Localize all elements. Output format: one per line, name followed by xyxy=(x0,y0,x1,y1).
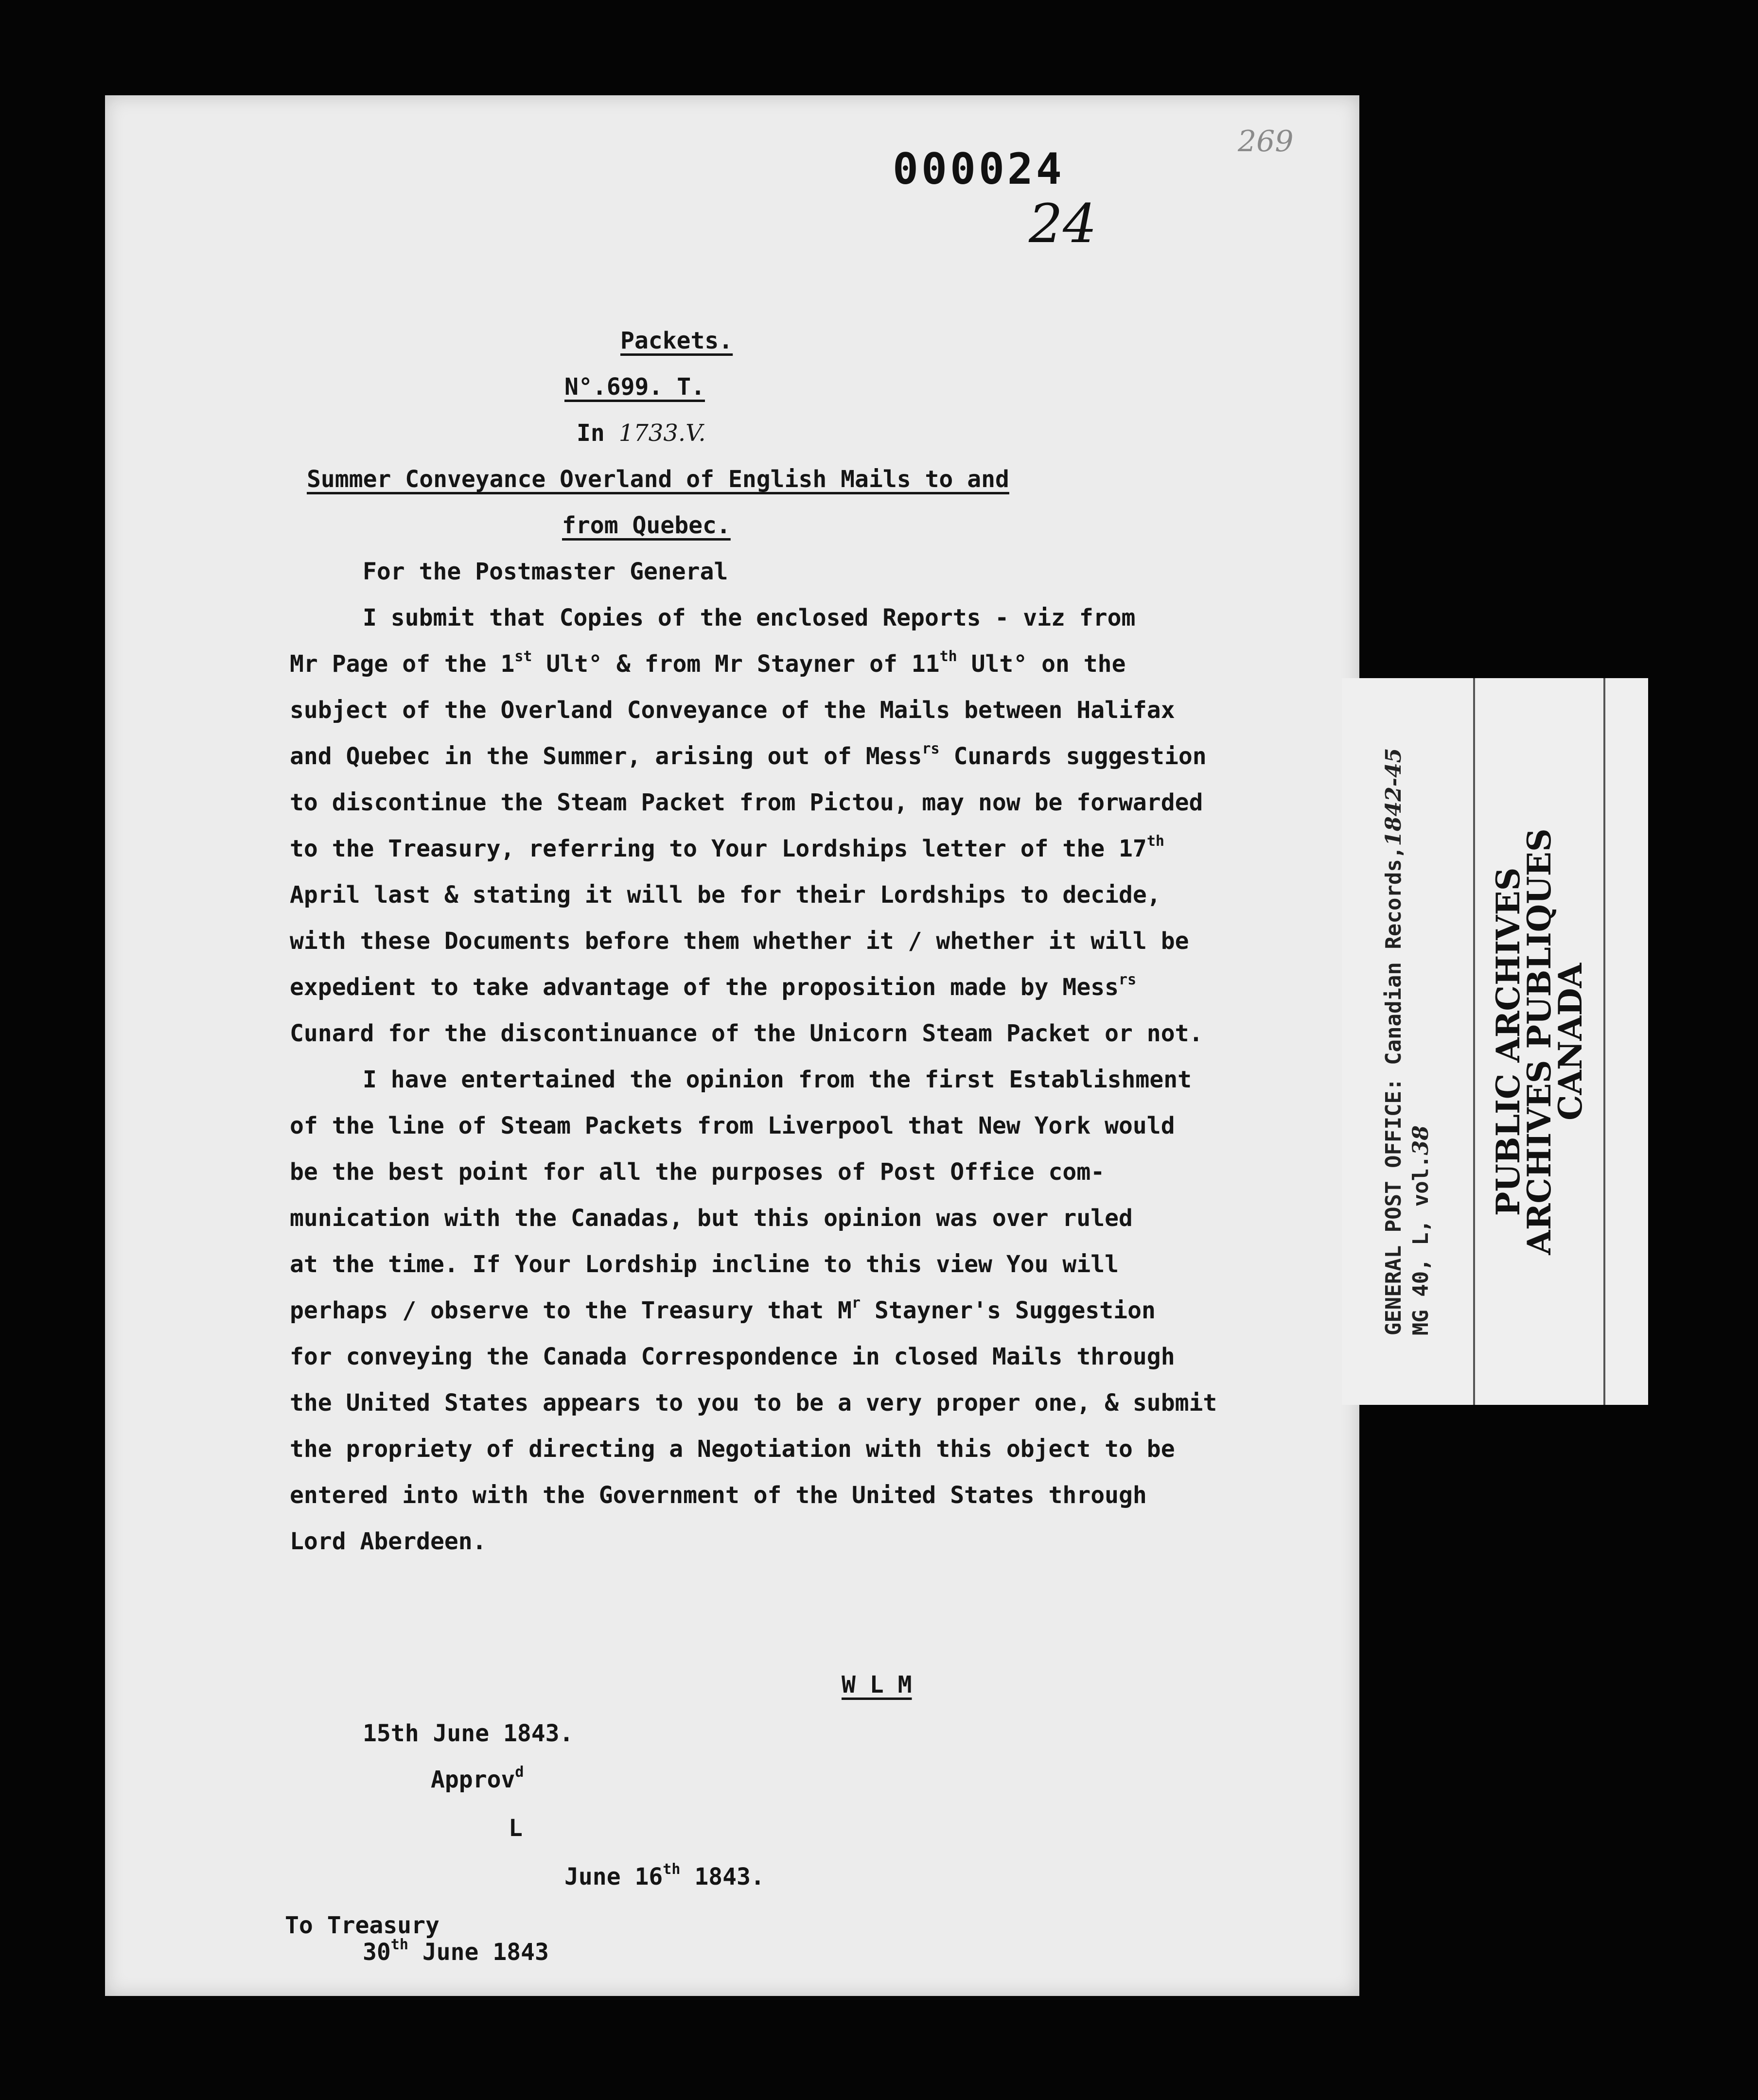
approval-note: Approv$^d$ xyxy=(431,1764,524,1793)
heading: Packets. xyxy=(620,327,733,354)
salutation: For the Postmaster General xyxy=(363,558,728,585)
body-line: with these Documents before them whether it / whether it will be xyxy=(290,928,1189,955)
corner-pencil-mark: 269 xyxy=(1238,124,1294,158)
label-line-2: MG 40, L, vol.38 xyxy=(1408,1125,1433,1335)
approval-date: June 16th 1843. xyxy=(564,1861,765,1890)
label-line-1: GENERAL POST OFFICE: Canadian Records,1842-45 xyxy=(1381,748,1406,1335)
in-reference xyxy=(577,419,706,448)
body-line: for conveying the Canada Correspondence in closed Mails through xyxy=(290,1343,1175,1370)
body-line: entered into with the Government of the United States through xyxy=(290,1482,1147,1509)
body-line: Cunard for the discontinuance of the Unicorn Steam Packet or not. xyxy=(290,1020,1203,1047)
body-line: the propriety of directing a Negotiation with this object to be xyxy=(290,1435,1175,1463)
body-line: be the best point for all the purposes of Post Office com- xyxy=(290,1158,1105,1186)
title-line-2: from Quebec. xyxy=(562,512,731,539)
label-archives-title xyxy=(1475,678,1603,1405)
body-line: munication with the Canadas, but this opinion was over ruled xyxy=(290,1205,1133,1232)
body-line: to discontinue the Steam Packet from Pictou, may now be forwarded xyxy=(290,789,1203,816)
body-line: the United States appears to you to be a very proper one, & submit xyxy=(290,1389,1217,1417)
body-line: perhaps / observe to the Treasury that $M^r$ Stayner's Suggestion xyxy=(290,1295,1156,1324)
reference-number: N°.699. T. xyxy=(564,373,705,401)
body-line: and Quebec in the Summer, arising out of Mess$^{rs}$ Cunards suggestion xyxy=(290,740,1207,770)
body-line: I submit that Copies of the enclosed Reports - viz from xyxy=(363,604,1136,631)
to-treasury: To Treasury xyxy=(285,1912,440,1939)
archives-line-1: PUBLIC ARCHIVES xyxy=(1489,867,1527,1216)
body-line: I have entertained the opinion from the first Establishment xyxy=(363,1066,1192,1093)
body-line: of the line of Steam Packets from Liverpool that New York would xyxy=(290,1112,1175,1139)
body-line: Lord Aberdeen. xyxy=(290,1528,487,1555)
in-prefix: In xyxy=(577,420,605,447)
document-page xyxy=(105,95,1359,1996)
body-line: April last & stating it will be for their Lordships to decide, xyxy=(290,881,1161,909)
archives-title-text xyxy=(1489,828,1589,1255)
body-line: to the Treasury, referring to Your Lordships letter of the 17th xyxy=(290,833,1164,862)
label-record-text xyxy=(1380,748,1435,1335)
stamped-page-number: 000024 xyxy=(893,144,1065,194)
archives-line-3: CANADA xyxy=(1551,962,1589,1120)
approver-initial: L xyxy=(509,1815,523,1842)
label-divider xyxy=(1603,678,1605,1405)
body-line: at the time. If Your Lordship incline to this view You will xyxy=(290,1251,1119,1278)
in-handwritten-ref: 1733.V. xyxy=(618,420,706,447)
archive-label-card xyxy=(1342,678,1648,1405)
handwritten-page-number: 24 xyxy=(1029,192,1097,255)
signature-initials: W L M xyxy=(842,1671,912,1698)
date-line: 15th June 1843. xyxy=(363,1720,574,1747)
body-line: Mr Page of the 1st Ult° & from Mr Stayner of 11th Ult° on the xyxy=(290,648,1126,678)
body-line: subject of the Overland Conveyance of the Mails between Halifax xyxy=(290,697,1175,724)
treasury-date: 30th June 1843 xyxy=(363,1936,549,1966)
label-record-info xyxy=(1342,678,1473,1405)
archives-line-2: ARCHIVES PUBLIQUES xyxy=(1520,828,1558,1255)
body-line: expedient to take advantage of the proposition made by Mess$^{rs}$ xyxy=(290,971,1137,1001)
title-line-1: Summer Conveyance Overland of English Mails to and xyxy=(307,466,1009,493)
